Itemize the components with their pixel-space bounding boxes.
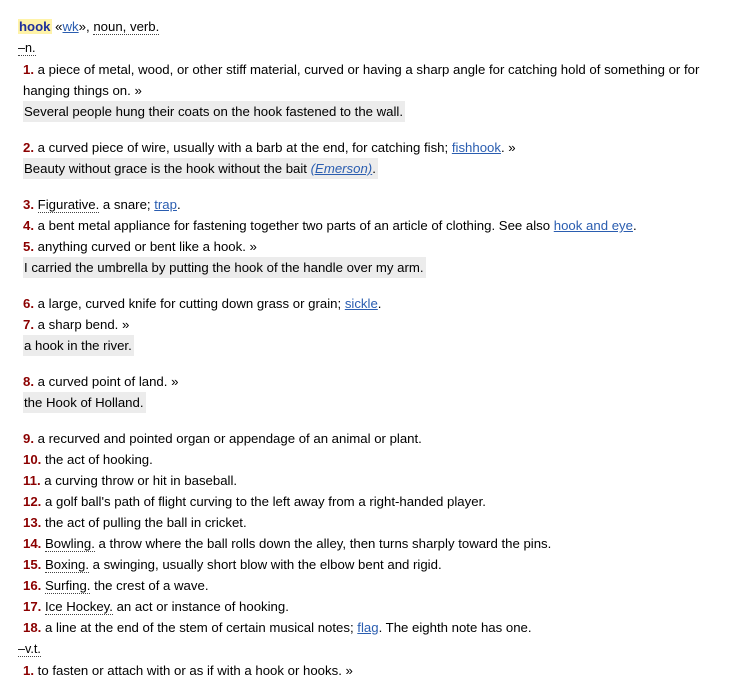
sense-number: 11. xyxy=(23,473,41,488)
sense-number: 1. xyxy=(23,663,34,678)
example-text: a hook in the river. xyxy=(23,335,134,356)
usage-label: Surfing. xyxy=(45,578,91,593)
usage-label: Ice Hockey. xyxy=(45,599,113,614)
sense-number: 4. xyxy=(23,218,34,233)
sense-6 xyxy=(18,293,743,314)
wk-link[interactable]: wk xyxy=(62,19,79,34)
example-before: Beauty without grace is the hook without the bait xyxy=(24,161,311,176)
example-text: the Hook of Holland. xyxy=(23,392,146,413)
sense-text-after: . xyxy=(377,296,382,311)
sense-17 xyxy=(18,596,743,617)
sense-number: 9. xyxy=(23,431,34,446)
sense-text: the act of pulling the ball in cricket. xyxy=(45,515,247,530)
sense-text: a bent metal appliance for fastening together two parts of an article of clothing. See also xyxy=(37,218,554,233)
sense-text: a curved piece of wire, usually with a barb at the end, for catching fish; xyxy=(37,140,452,155)
dictionary-entry xyxy=(18,16,743,681)
sense-number: 2. xyxy=(23,140,34,155)
sense-number: 5. xyxy=(23,239,34,254)
sense-number: 17. xyxy=(23,599,42,614)
sense-text-after: . xyxy=(176,197,181,212)
sense-text-after: . xyxy=(632,218,637,233)
sense-text: the crest of a wave. xyxy=(90,578,209,593)
sense-number: 8. xyxy=(23,374,34,389)
sense-text: an act or instance of hooking. xyxy=(112,599,289,614)
sense-number: 14. xyxy=(23,536,42,551)
part-of-speech: noun, verb. xyxy=(93,19,160,34)
sense-text: a swinging, usually short blow with the elbow bent and rigid. xyxy=(89,557,442,572)
example-after: . xyxy=(372,161,376,176)
sense-text: a snare; xyxy=(99,197,155,212)
example-text: I carried the umbrella by putting the hook of the handle over my arm. xyxy=(23,257,426,278)
sense-text: a large, curved knife for cutting down grass or grain; xyxy=(37,296,345,311)
usage-label: Figurative. xyxy=(37,197,100,212)
example-text: Several people hung their coats on the hook fastened to the wall. xyxy=(23,101,405,122)
sense-13 xyxy=(18,512,743,533)
sense-text: a throw where the ball rolls down the alley, then turns sharply toward the pins. xyxy=(94,536,552,551)
sense-text-after: . The eighth note has one. xyxy=(378,620,532,635)
sense-text: a piece of metal, wood, or other stiff material, curved or having a sharp angle for catching hold of something or for hanging things on. » xyxy=(23,62,700,98)
sense-7 xyxy=(18,314,743,356)
sense-number: 15. xyxy=(23,557,42,572)
sense-text: a curved point of land. » xyxy=(37,374,179,389)
sense-16 xyxy=(18,575,743,596)
example-text xyxy=(23,158,378,179)
open-quote: « xyxy=(51,19,63,34)
sickle-link[interactable]: sickle xyxy=(344,296,378,311)
sense-18 xyxy=(18,617,743,638)
close-quote: », xyxy=(78,19,94,34)
sense-text: a curving throw or hit in baseball. xyxy=(44,473,238,488)
noun-marker xyxy=(18,37,743,59)
emerson-link[interactable]: (Emerson) xyxy=(310,161,373,176)
sense-4 xyxy=(18,215,743,236)
sense-8 xyxy=(18,371,743,413)
sense-12 xyxy=(18,491,743,512)
sense-number: 1. xyxy=(23,62,34,77)
sense-10 xyxy=(18,449,743,470)
sense-text: the act of hooking. xyxy=(45,452,153,467)
sense-15 xyxy=(18,554,743,575)
hook-and-eye-link[interactable]: hook and eye xyxy=(553,218,633,233)
sense-text: a line at the end of the stem of certain musical notes; xyxy=(45,620,358,635)
sense-text: a recurved and pointed organ or appendage of an animal or plant. xyxy=(37,431,422,446)
sense-number: 12. xyxy=(23,494,42,509)
sense-14 xyxy=(18,533,743,554)
sense-text: a golf ball's path of flight curving to the left away from a right-handed player. xyxy=(45,494,486,509)
verb-marker xyxy=(18,638,743,660)
trap-link[interactable]: trap xyxy=(154,197,177,212)
headword: hook xyxy=(19,19,51,34)
noun-marker-label: –n. xyxy=(18,41,36,55)
fishhook-link[interactable]: fishhook xyxy=(451,140,501,155)
sense-2 xyxy=(18,137,743,179)
sense-number: 18. xyxy=(23,620,42,635)
sense-9 xyxy=(18,428,743,449)
verb-sense-1 xyxy=(18,660,743,681)
sense-number: 16. xyxy=(23,578,42,593)
sense-number: 6. xyxy=(23,296,34,311)
sense-text: a sharp bend. » xyxy=(37,317,130,332)
sense-1 xyxy=(18,59,743,122)
verb-marker-label: –v.t. xyxy=(18,642,41,656)
usage-label: Boxing. xyxy=(45,557,90,572)
sense-text: to fasten or attach with or as if with a hook or hooks. » xyxy=(37,663,353,678)
sense-number: 7. xyxy=(23,317,34,332)
flag-link[interactable]: flag xyxy=(357,620,379,635)
sense-number: 10. xyxy=(23,452,42,467)
sense-5 xyxy=(18,236,743,278)
sense-11 xyxy=(18,470,743,491)
sense-text: anything curved or bent like a hook. » xyxy=(37,239,257,254)
sense-3 xyxy=(18,194,743,215)
sense-number: 3. xyxy=(23,197,34,212)
usage-label: Bowling. xyxy=(45,536,95,551)
sense-text-after: . » xyxy=(500,140,516,155)
sense-number: 13. xyxy=(23,515,42,530)
entry-header xyxy=(18,16,743,37)
